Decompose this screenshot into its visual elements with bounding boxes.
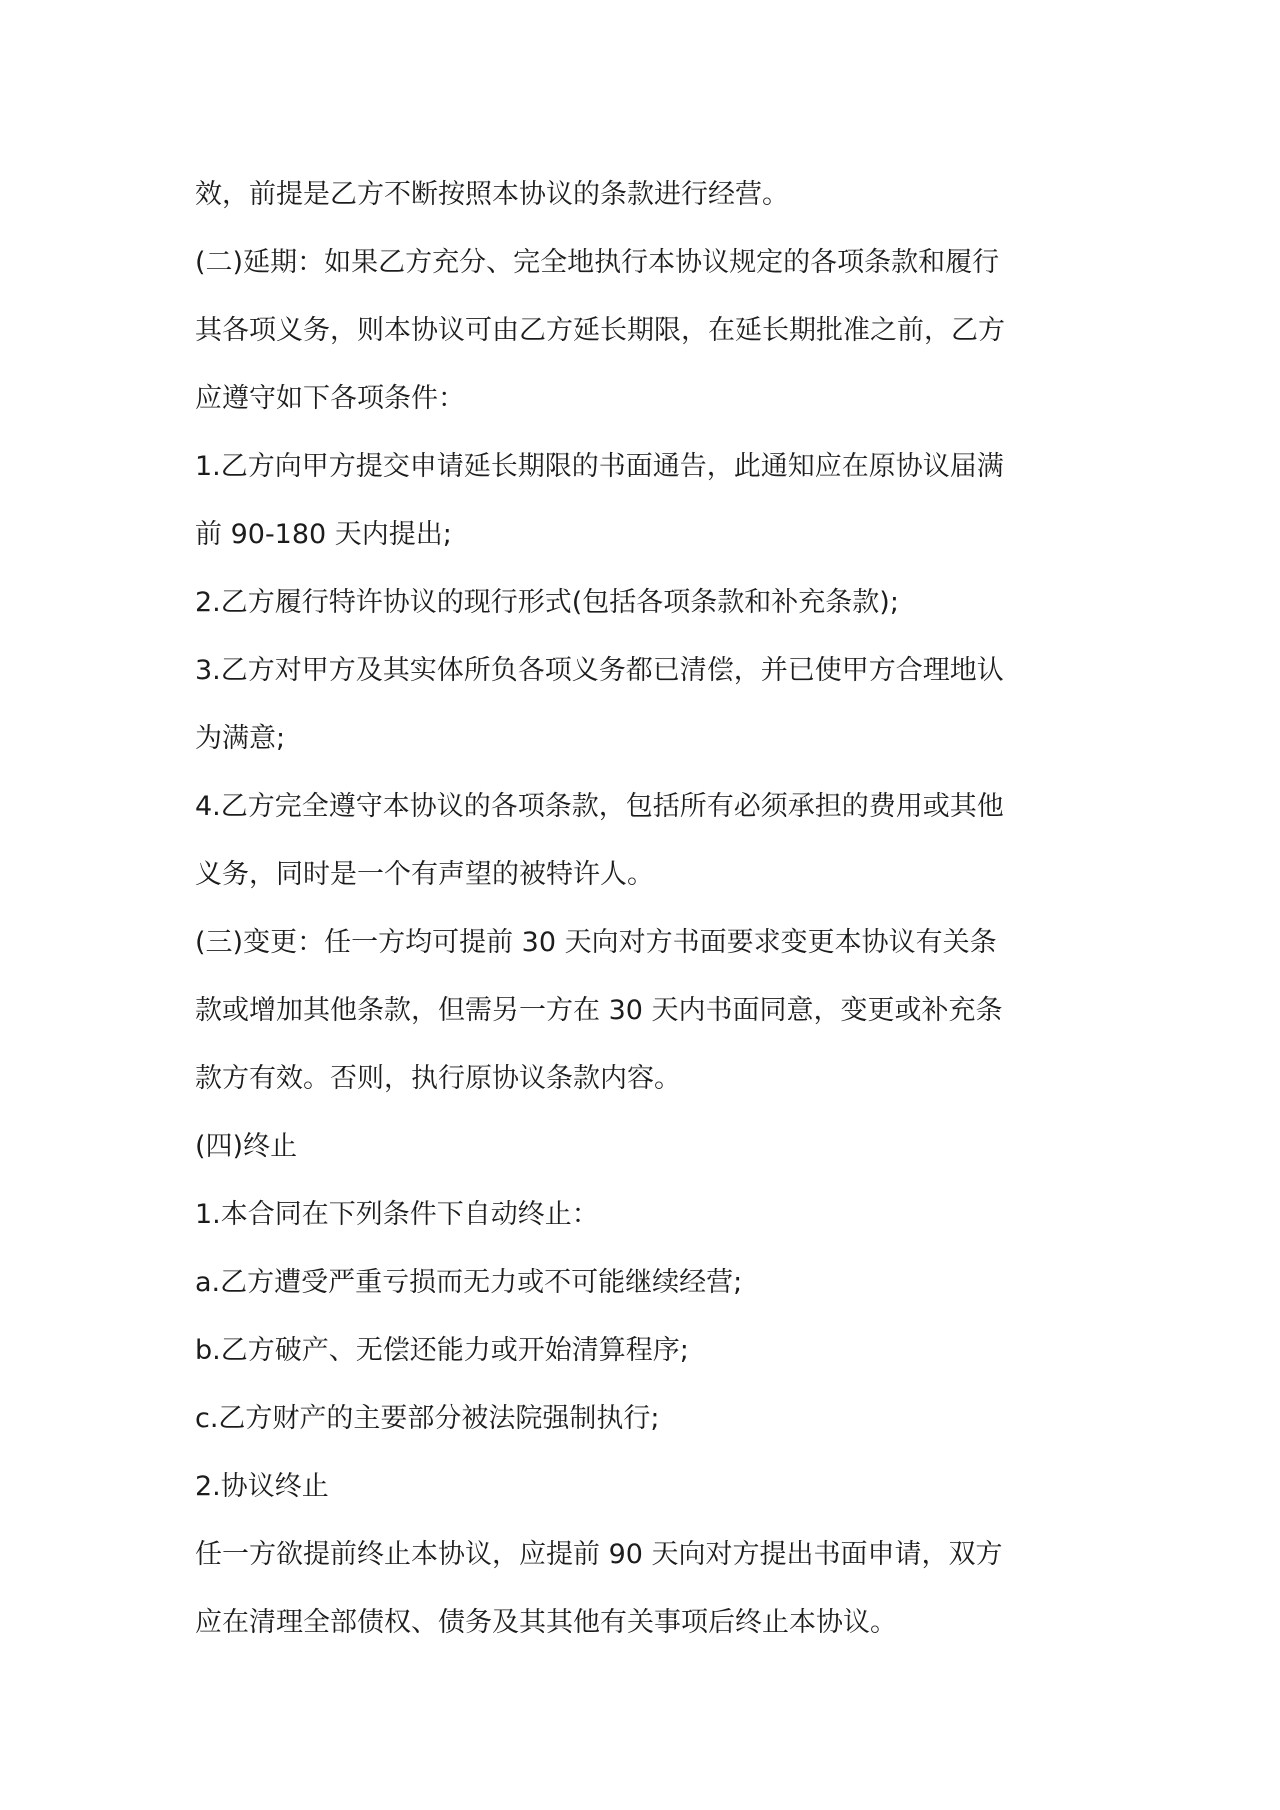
text-line: 4.乙方完全遵守本协议的各项条款，包括所有必须承担的费用或其他 [195,791,1004,822]
list-item: c.乙方财产的主要部分被法院强制执行; [195,1403,660,1434]
text-line: 款方有效。否则，执行原协议条款内容。 [195,1063,681,1094]
text-line: 义务，同时是一个有声望的被特许人。 [195,859,654,890]
section-heading: (四)终止 [195,1131,298,1162]
text-line: 前 90-180 天内提出; [195,519,452,550]
text-line: 任一方欲提前终止本协议，应提前 90 天向对方提出书面申请，双方 [195,1539,1003,1570]
text-line: (二)延期：如果乙方充分、完全地执行本协议规定的各项条款和履行 [195,247,1000,278]
text-line: 应在清理全部债权、债务及其其他有关事项后终止本协议。 [195,1607,897,1638]
text-line: 3.乙方对甲方及其实体所负各项义务都已清偿，并已使甲方合理地认 [195,655,1004,686]
text-line: (三)变更：任一方均可提前 30 天向对方书面要求变更本协议有关条 [195,927,997,958]
text-line: 2.乙方履行特许协议的现行形式(包括各项条款和补充条款); [195,587,899,618]
text-line: 为满意; [195,723,286,754]
list-item: b.乙方破产、无偿还能力或开始清算程序; [195,1335,689,1366]
section-heading: 2.协议终止 [195,1471,329,1502]
text-line: 其各项义务，则本协议可由乙方延长期限，在延长期批准之前，乙方 [195,315,1005,346]
document-body [195,161,1095,1657]
text-line: 款或增加其他条款，但需另一方在 30 天内书面同意，变更或补充条 [195,995,1003,1026]
text-line: 1.本合同在下列条件下自动终止： [195,1199,599,1230]
text-line: 应遵守如下各项条件： [195,383,465,414]
text-line: 1.乙方向甲方提交申请延长期限的书面通告，此通知应在原协议届满 [195,451,1004,482]
list-item: a.乙方遭受严重亏损而无力或不可能继续经营; [195,1267,743,1298]
text-line: 效，前提是乙方不断按照本协议的条款进行经营。 [195,179,789,210]
